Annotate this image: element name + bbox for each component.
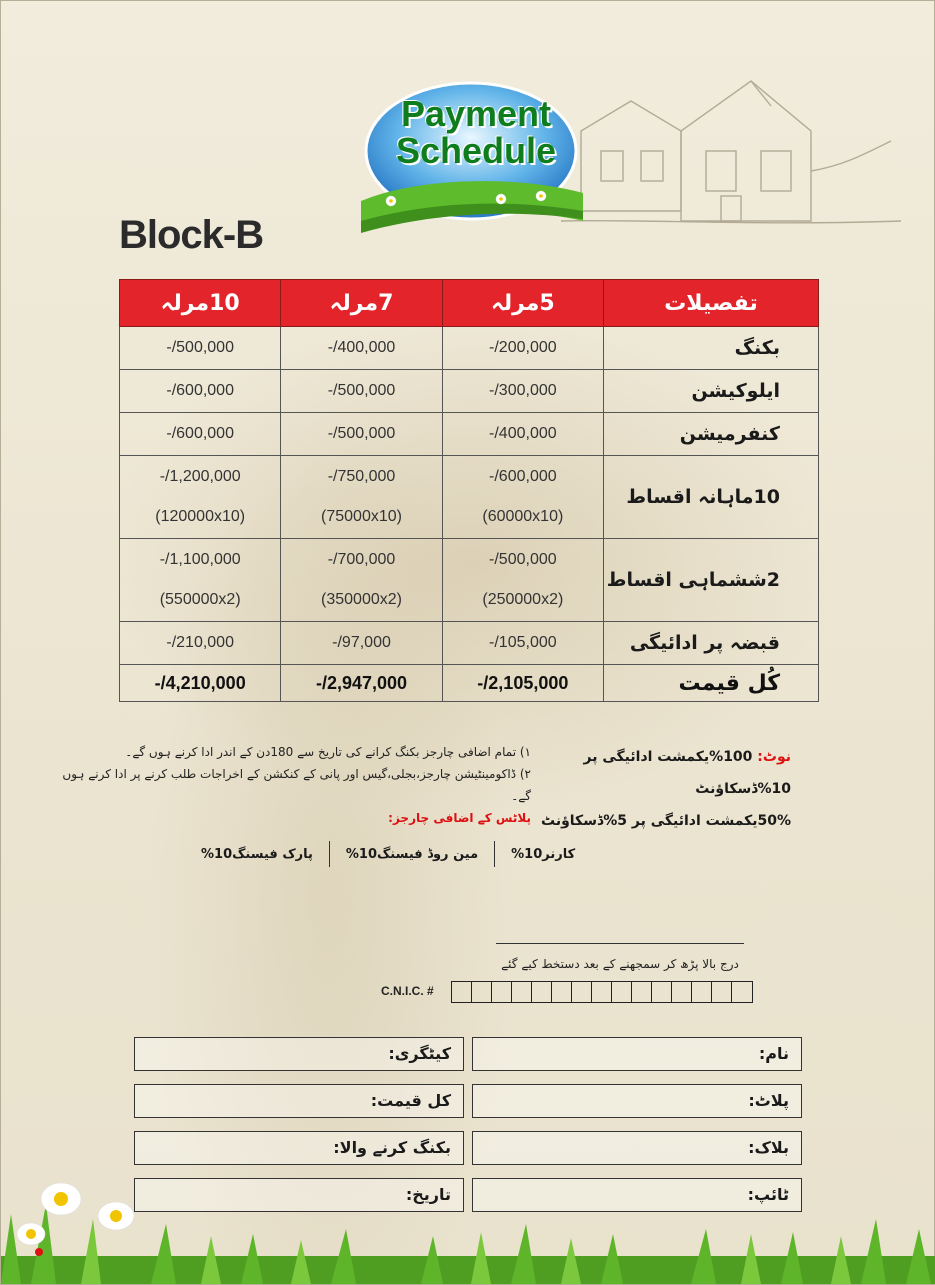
cell-breakdown: (120000x10)	[155, 508, 246, 525]
cnic-digit-box[interactable]	[612, 982, 632, 1002]
cell-amount: 750,000/-	[327, 468, 396, 485]
cnic-digit-box[interactable]	[592, 982, 612, 1002]
payment-schedule-table	[119, 279, 819, 702]
row-label-total: کُل قیمت	[604, 665, 819, 702]
cell-value	[442, 539, 603, 622]
cnic-digit-box[interactable]	[732, 982, 752, 1002]
cell-breakdown: (250000x2)	[482, 591, 564, 608]
date-label: تاریخ:	[405, 1185, 451, 1204]
name-field[interactable]	[472, 1037, 802, 1071]
cnic-digit-box[interactable]	[652, 982, 672, 1002]
type-label: ٹائپ:	[747, 1185, 789, 1204]
table-row	[120, 539, 819, 622]
cell-value: 200,000/-	[442, 327, 603, 370]
cell-breakdown: (75000x10)	[321, 508, 402, 525]
logo-line-payment: Payment	[400, 93, 552, 134]
cell-breakdown: (60000x10)	[482, 508, 564, 525]
header-5-marla: 5مرلہ	[442, 280, 603, 327]
cnic-digit-box[interactable]	[672, 982, 692, 1002]
table-row	[120, 327, 819, 370]
row-label-possession: قبضہ پر ادائیگی	[604, 622, 819, 665]
cnic-digit-box[interactable]	[632, 982, 652, 1002]
name-label: نام:	[758, 1044, 789, 1063]
table-row	[120, 622, 819, 665]
table-row	[120, 413, 819, 456]
category-label: کیٹگری:	[388, 1044, 451, 1063]
cell-amount: 600,000/-	[489, 468, 557, 485]
cell-value: 400,000/-	[442, 413, 603, 456]
booked-by-field[interactable]	[134, 1131, 464, 1165]
cell-amount: 500,000/-	[489, 551, 557, 568]
term-2: ۲) ڈاکومینٹیشن چارجز،بجلی،گیس اور پانی کے کنکشن کے اخراجات طلب کرنے پر ادا کرنے ہوں گے۔	[62, 767, 531, 803]
note-text-2: 50%یکمشت ادائیگی پر 5%ڈسکاؤنٹ	[541, 813, 791, 829]
cnic-input-boxes[interactable]	[451, 981, 753, 1003]
grass-daisy-decoration	[1, 1174, 935, 1284]
cnic-digit-box[interactable]	[712, 982, 732, 1002]
note-text-1: 100%یکمشت ادائیگی پر 10%ڈسکاؤنٹ	[583, 749, 791, 797]
cell-value	[120, 456, 281, 539]
table-header-row	[120, 280, 819, 327]
separator	[329, 841, 330, 867]
cnic-digit-box[interactable]	[472, 982, 492, 1002]
logo-line-schedule: Schedule	[395, 130, 557, 171]
cell-breakdown: (550000x2)	[159, 591, 241, 608]
plot-field[interactable]	[472, 1084, 802, 1118]
table-total-row	[120, 665, 819, 702]
block-title: Block-B	[119, 213, 264, 257]
category-field[interactable]	[134, 1037, 464, 1071]
charge-main-road: مین روڈ فیسنگ10%	[345, 846, 479, 862]
house-sketch-illustration	[561, 71, 901, 271]
logo-text	[391, 95, 561, 169]
charge-corner: کارنر10%	[511, 846, 576, 862]
cell-total: 2,947,000/-	[281, 665, 442, 702]
booked-by-label: بکنگ کرنے والا:	[333, 1138, 451, 1157]
note-prefix: نوٹ:	[757, 749, 791, 765]
table-row	[120, 370, 819, 413]
cell-amount: 700,000/-	[327, 551, 396, 568]
row-label-confirmation: کنفرمیشن	[604, 413, 819, 456]
terms-section	[61, 741, 531, 829]
cnic-digit-box[interactable]	[552, 982, 572, 1002]
cell-amount: 1,200,000/-	[159, 468, 241, 485]
cnic-digit-box[interactable]	[452, 982, 472, 1002]
signature-caption: درج بالا پڑھ کر سمجھنے کے بعد دستخط کیے گئے	[501, 957, 739, 971]
separator	[494, 841, 495, 867]
cell-amount: 1,100,000/-	[159, 551, 241, 568]
row-label-booking: بکنگ	[604, 327, 819, 370]
cell-value: 105,000/-	[442, 622, 603, 665]
cell-value: 400,000/-	[281, 327, 442, 370]
total-price-field[interactable]	[134, 1084, 464, 1118]
cell-total: 2,105,000/-	[442, 665, 603, 702]
cell-breakdown: (350000x2)	[321, 591, 402, 608]
table-row	[120, 456, 819, 539]
block-label: بلاک:	[748, 1138, 789, 1157]
cell-value: 500,000/-	[120, 327, 281, 370]
row-label-monthly-installments: 10ماہانہ اقساط	[604, 456, 819, 539]
cell-value	[442, 456, 603, 539]
additional-charges-heading: پلاٹس کے اضافی چارجز:	[388, 811, 531, 825]
cell-value	[281, 539, 442, 622]
cell-value: 500,000/-	[281, 370, 442, 413]
cell-value	[120, 539, 281, 622]
cell-value: 600,000/-	[120, 370, 281, 413]
charge-park-facing: پارک فیسنگ10%	[201, 846, 313, 862]
total-price-label: کل قیمت:	[370, 1091, 451, 1110]
cell-total: 4,210,000/-	[120, 665, 281, 702]
note-line-1	[541, 741, 791, 805]
header-10-marla: 10مرلہ	[120, 280, 281, 327]
additional-charges-list	[201, 841, 575, 867]
cnic-digit-box[interactable]	[512, 982, 532, 1002]
cell-value	[281, 456, 442, 539]
cell-value: 600,000/-	[120, 413, 281, 456]
row-label-allocation: ایلوکیشن	[604, 370, 819, 413]
block-field[interactable]	[472, 1131, 802, 1165]
header-7-marla: 7مرلہ	[281, 280, 442, 327]
cell-value: 300,000/-	[442, 370, 603, 413]
cnic-digit-box[interactable]	[572, 982, 592, 1002]
term-1: ۱) تمام اضافی چارجز بکنگ کرانے کی تاریخ سے 180دن کے اندر ادا کرنے ہوں گے۔	[125, 745, 531, 759]
cell-value: 500,000/-	[281, 413, 442, 456]
plot-label: پلاٹ:	[748, 1091, 789, 1110]
cnic-label: C.N.I.C. #	[381, 984, 434, 998]
cnic-digit-box[interactable]	[692, 982, 712, 1002]
cnic-digit-box[interactable]	[492, 982, 512, 1002]
cnic-digit-box[interactable]	[532, 982, 552, 1002]
cell-value: 97,000/-	[281, 622, 442, 665]
cell-value: 210,000/-	[120, 622, 281, 665]
signature-line	[496, 943, 744, 944]
discount-note	[541, 741, 791, 837]
row-label-half-yearly-installments: 2ششماہی اقساط	[604, 539, 819, 622]
header-details: تفصیلات	[604, 280, 819, 327]
